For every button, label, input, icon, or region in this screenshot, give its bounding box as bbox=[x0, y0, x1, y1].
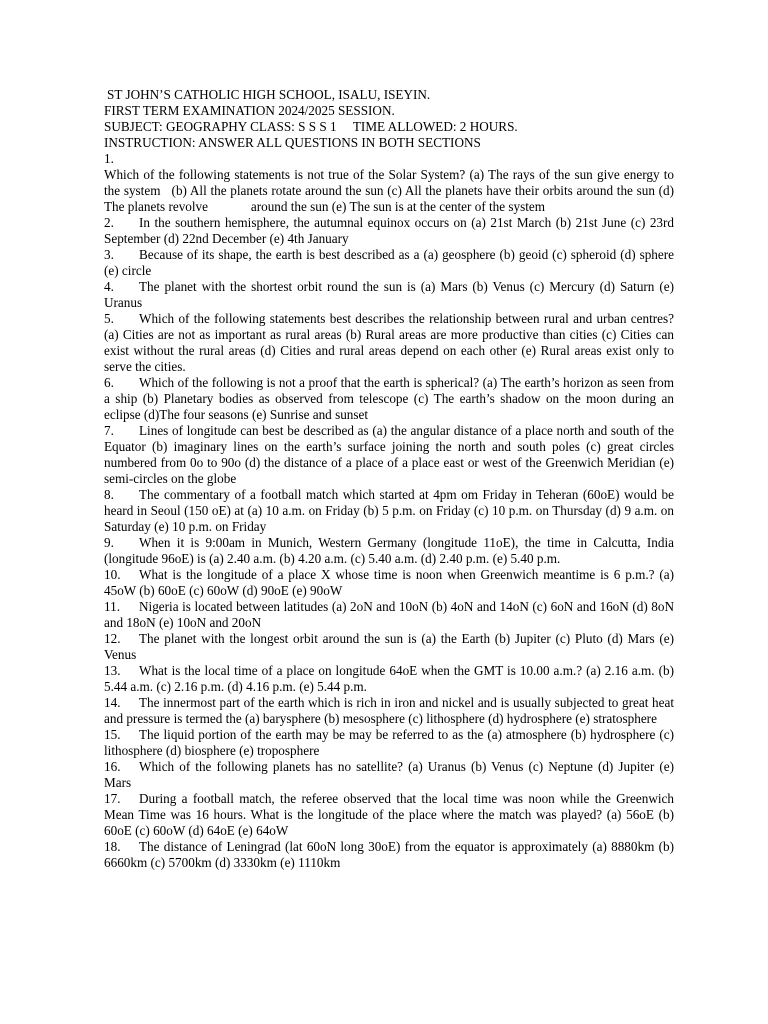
question-text: Lines of longitude can best be described as (a) the angular distance of a place north and south of the Equator (b) imaginary lines on the earth’s surface joining the north and south poles (c) great circles numbered from 0o to 90o (d) the distance of a place of a place east or west of the Greenwich Meridian (e) semi-circles on the globe bbox=[104, 423, 674, 486]
question-text: Which of the following statements best describes the relationship between rural and urban centres? (a) Cities are not as important as rural areas (b) Rural areas are more productive than cities (c) Cities can exist without the rural areas (d) Cities and rural areas depend on each other (e) Rural areas exist only to serve the cities. bbox=[104, 311, 674, 374]
question-10 bbox=[104, 567, 674, 599]
question-number: 14. bbox=[104, 695, 121, 710]
question-number: 6. bbox=[104, 375, 114, 390]
question-text: Because of its shape, the earth is best described as a (a) geosphere (b) geoid (c) spheroid (d) sphere (e) circle bbox=[104, 247, 674, 278]
exam-document bbox=[104, 87, 678, 871]
question-text: What is the longitude of a place X whose time is noon when Greenwich meantime is 6 p.m.? (a) 45oW (b) 60oE (c) 60oW (d) 90oE (e) 90oW bbox=[104, 567, 674, 598]
question-text: The innermost part of the earth which is rich in iron and nickel and is usually subjected to great heat and pressure is termed the (a) barysphere (b) mesosphere (c) lithosphere (d) hydrosphere (e) stratosphere bbox=[104, 695, 674, 726]
question-text: The liquid portion of the earth may be may be referred to as the (a) atmosphere (b) hydrosphere (c) lithosphere (d) biosphere (e) troposphere bbox=[104, 727, 674, 758]
question-12 bbox=[104, 631, 674, 663]
question-text: Which of the following planets has no satellite? (a) Uranus (b) Venus (c) Neptune (d) Jupiter (e) Mars bbox=[104, 759, 674, 790]
question-text: When it is 9:00am in Munich, Western Germany (longitude 11oE), the time in Calcutta, India (longitude 96oE) is (a) 2.40 a.m. (b) 4.20 a.m. (c) 5.40 a.m. (d) 2.40 p.m. (e) 5.40 p.m. bbox=[104, 535, 674, 566]
question-text: During a football match, the referee observed that the local time was noon while the Greenwich Mean Time was 16 hours. What is the longitude of the place where the match was played? (a) 56oE (b) 60oE (c) 60oW (d) 64oE (e) 64oW bbox=[104, 791, 674, 838]
question-4 bbox=[104, 279, 674, 311]
question-1 bbox=[104, 167, 678, 215]
question-1-number: 1. bbox=[104, 151, 114, 166]
question-number: 7. bbox=[104, 423, 114, 438]
subject-line: SUBJECT: GEOGRAPHY CLASS: S S S 1 TIME ALLOWED: 2 HOURS. bbox=[104, 119, 518, 134]
question-14 bbox=[104, 695, 674, 727]
question-8 bbox=[104, 487, 674, 535]
question-number: 4. bbox=[104, 279, 114, 294]
question-text: What is the local time of a place on longitude 64oE when the GMT is 10.00 a.m.? (a) 2.16 a.m. (b) 5.44 a.m. (c) 2.16 p.m. (d) 4.16 p.m. (e) 5.44 p.m. bbox=[104, 663, 674, 694]
question-text: The commentary of a football match which started at 4pm om Friday in Teheran (60oE) would be heard in Seoul (150 oE) at (a) 10 a.m. on Friday (b) 5 p.m. on Friday (c) 10 p.m. on Thursday (d) 9 a.m. on Saturday (e) 10 p.m. on Friday bbox=[104, 487, 674, 534]
question-15 bbox=[104, 727, 674, 759]
question-number: 11. bbox=[104, 599, 120, 614]
instruction-line: INSTRUCTION: ANSWER ALL QUESTIONS IN BOTH SECTIONS bbox=[104, 135, 481, 150]
question-text: The planet with the shortest orbit round the sun is (a) Mars (b) Venus (c) Mercury (d) Saturn (e) Uranus bbox=[104, 279, 674, 310]
question-text: Nigeria is located between latitudes (a) 2oN and 10oN (b) 4oN and 14oN (c) 6oN and 16oN (d) 8oN and 18oN (e) 10oN and 20oN bbox=[104, 599, 674, 630]
question-5 bbox=[104, 311, 674, 375]
question-7 bbox=[104, 423, 674, 487]
question-number: 2. bbox=[104, 215, 114, 230]
question-11 bbox=[104, 599, 674, 631]
question-number: 18. bbox=[104, 839, 121, 854]
question-number: 12. bbox=[104, 631, 121, 646]
question-text: Which of the following is not a proof that the earth is spherical? (a) The earth’s horizon as seen from a ship (b) Planetary bodies as observed from telescope (c) The earth’s shadow on the moon during an eclipse (d)The four seasons (e) Sunrise and sunset bbox=[104, 375, 674, 422]
question-17 bbox=[104, 791, 674, 839]
question-number: 5. bbox=[104, 311, 114, 326]
school-name: ST JOHN’S CATHOLIC HIGH SCHOOL, ISALU, ISEYIN. bbox=[107, 87, 431, 102]
question-number: 3. bbox=[104, 247, 114, 262]
question-text: Which of the following statements is not true of the Solar System? (a) The rays of the sun give energy to the system (b) All the planets rotate around the sun (c) All the planets have their orbits around the sun (d) The planets revolve around the sun (e) The sun is at the center of the system bbox=[104, 167, 678, 214]
question-9 bbox=[104, 535, 674, 567]
question-text: In the southern hemisphere, the autumnal equinox occurs on (a) 21st March (b) 21st June (c) 23rd September (d) 22nd December (e) 4th January bbox=[104, 215, 674, 246]
question-16 bbox=[104, 759, 674, 791]
question-number: 13. bbox=[104, 663, 121, 678]
question-number: 15. bbox=[104, 727, 121, 742]
question-number: 8. bbox=[104, 487, 114, 502]
question-text: The planet with the longest orbit around the sun is (a) the Earth (b) Jupiter (c) Pluto (d) Mars (e) Venus bbox=[104, 631, 674, 662]
question-text: The distance of Leningrad (lat 60oN long 30oE) from the equator is approximately (a) 8880km (b) 6660km (c) 5700km (d) 3330km (e) 1110km bbox=[104, 839, 674, 870]
question-3 bbox=[104, 247, 674, 279]
question-number: 17. bbox=[104, 791, 121, 806]
question-18 bbox=[104, 839, 674, 871]
question-number: 9. bbox=[104, 535, 114, 550]
question-number: 10. bbox=[104, 567, 121, 582]
question-13 bbox=[104, 663, 674, 695]
exam-title: FIRST TERM EXAMINATION 2024/2025 SESSION. bbox=[104, 103, 395, 118]
question-number: 16. bbox=[104, 759, 121, 774]
question-2 bbox=[104, 215, 674, 247]
question-6 bbox=[104, 375, 674, 423]
